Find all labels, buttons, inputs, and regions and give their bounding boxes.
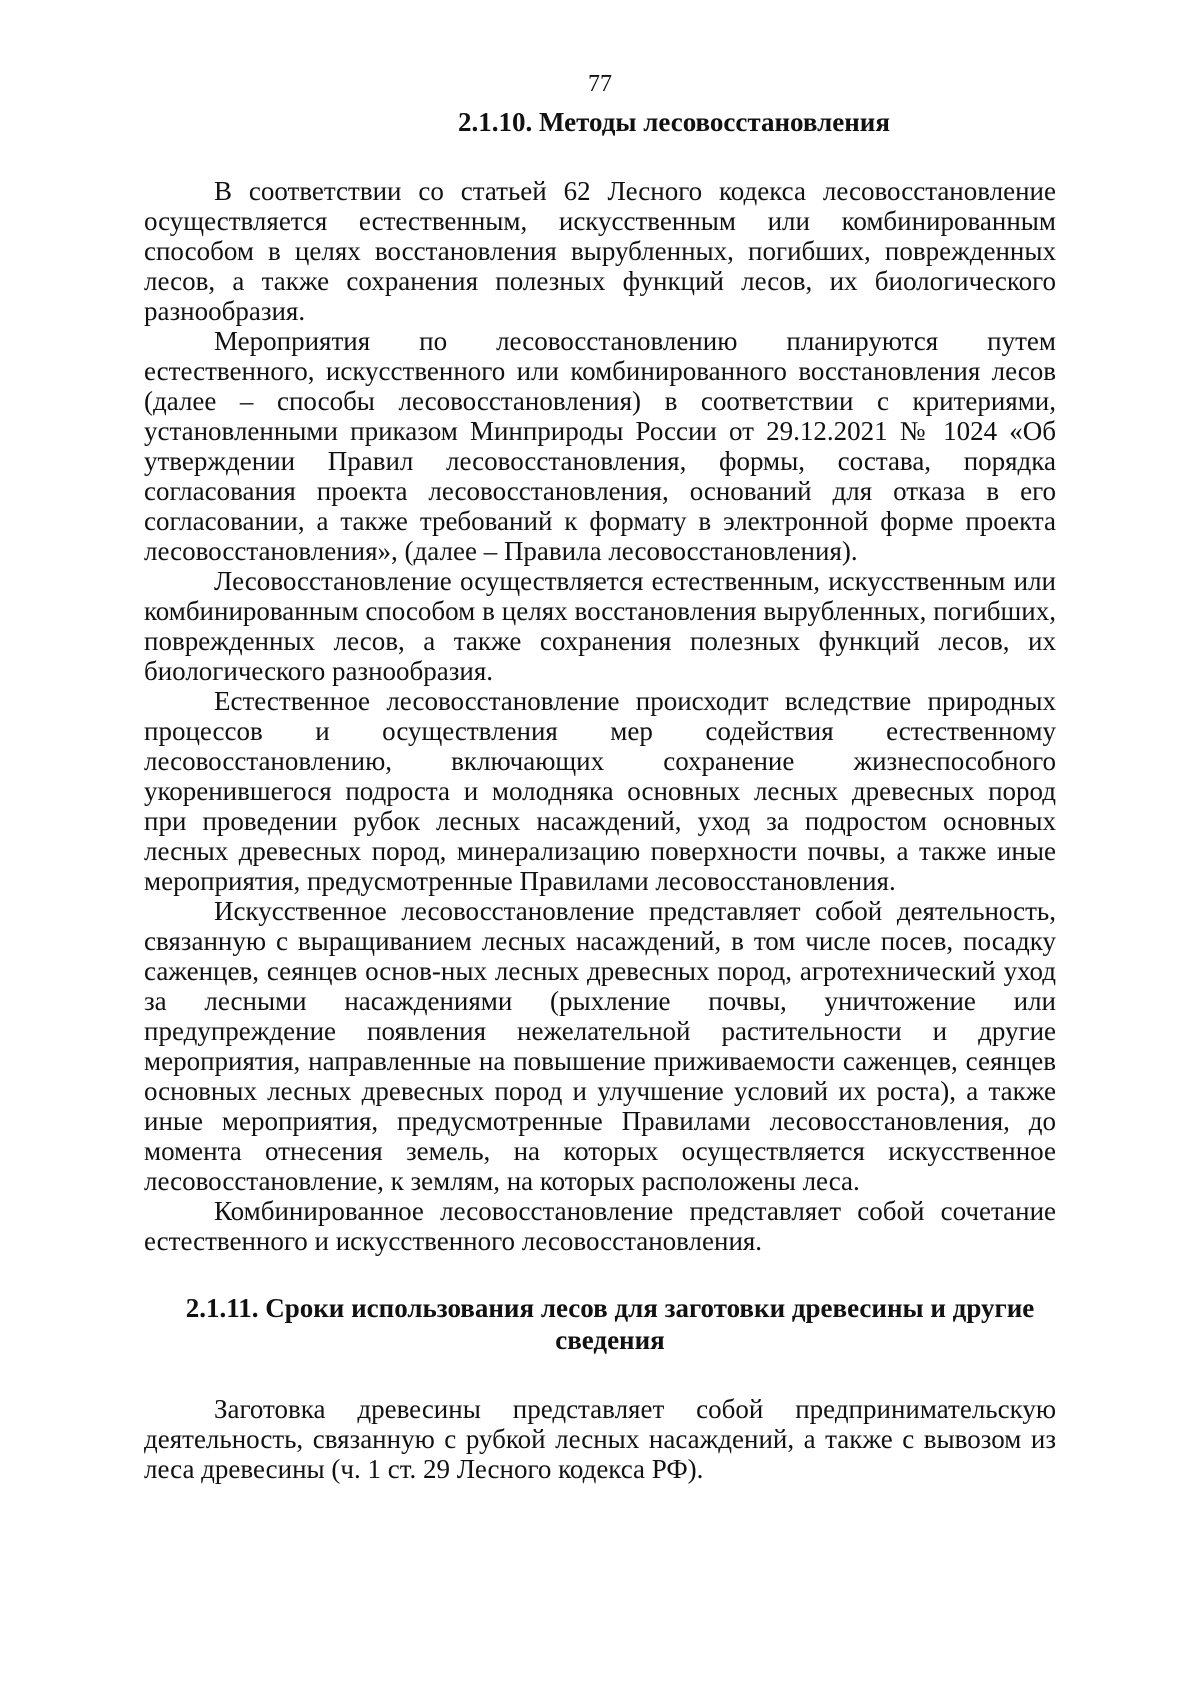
paragraph: Заготовка древесины представляет собой предпринимательскую деятельность, связанную с рубкой лесных насаждений, а также с вывозом из леса древесины (ч. 1 ст. 29 Лесного кодекса РФ).	[144, 1394, 1056, 1484]
paragraph: Естественное лесовосстановление происходит вследствие природных процессов и осуществления мер содействия естественному лесовосстановлению, включающих сохранение жизнеспособного укоренившегося подроста и молодняка основных лесных древесных пород при проведении рубок лесных насаждений, уход за подростом основных лесных древесных пород, минерализацию поверхности почвы, а также иные мероприятия, предусмотренные Правилами лесовосстановления.	[144, 686, 1056, 896]
page-number: 77	[588, 71, 612, 97]
section-heading-methods: 2.1.10. Методы лесовосстановления	[458, 107, 890, 137]
paragraph: Комбинированное лесовосстановление представляет собой сочетание естественного и искусственного лесовосстановления.	[144, 1196, 1056, 1256]
paragraph: В соответствии со статьей 62 Лесного кодекса лесовосстановление осуществляется естественным, искусственным или комбинированным способом в целях восстановления вырубленных, погибших, поврежденных лесов, а также сохранения полезных функций лесов, их биологического разнообразия.	[144, 176, 1056, 326]
section-heading-terms: 2.1.11. Сроки использования лесов для заготовки древесины и другие сведения	[185, 1293, 1035, 1355]
paragraph: Искусственное лесовосстановление представляет собой деятельность, связанную с выращиванием лесных насаждений, в том числе посев, посадку саженцев, сеянцев основ-ных лесных древесных пород, агротехнический уход за лесными насаждениями (рыхление почвы, уничтожение или предупреждение появления нежелательной растительности и другие мероприятия, направленные на повышение приживаемости саженцев, сеянцев основных лесных древесных пород и улучшение условий их роста), а также иные мероприятия, предусмотренные Правилами лесовосстановления, до момента отнесения земель, на которых осуществляется искусственное лесовосстановление, к землям, на которых расположены леса.	[144, 896, 1056, 1196]
page-content	[144, 106, 1056, 1484]
paragraph: Мероприятия по лесовосстановлению планируются путем естественного, искусственного или комбинированного восстановления лесов (далее – способы лесовосстановления) в соответствии с критериями, установленными приказом Минприроды России от 29.12.2021 № 1024 «Об утверждении Правил лесовосстановления, формы, состава, порядка согласования проекта лесовосстановления, оснований для отказа в его согласовании, а также требований к формату в электронной форме проекта лесовосстановления», (далее – Правила лесовосстановления).	[144, 326, 1056, 566]
paragraph: Лесовосстановление осуществляется естественным, искусственным или комбинированным способом в целях восстановления вырубленных, погибших, поврежденных лесов, а также сохранения полезных функций лесов, их биологического разнообразия.	[144, 566, 1056, 686]
